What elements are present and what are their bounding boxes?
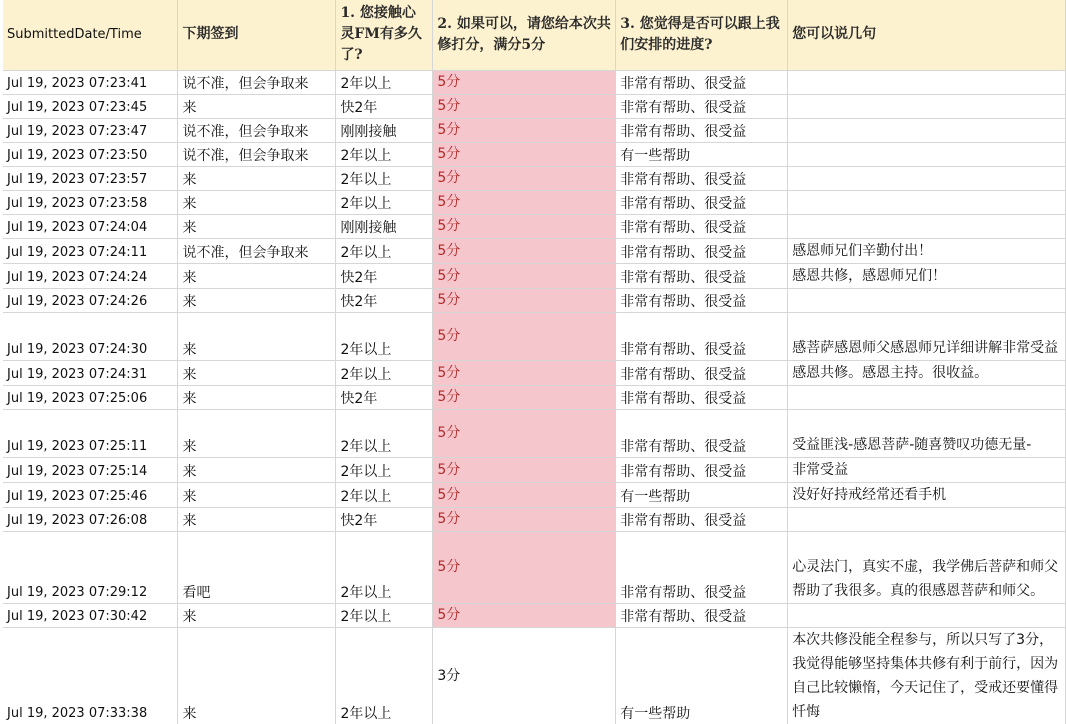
cell-duration[interactable]: 2年以上 (336, 457, 433, 482)
cell-progress[interactable]: 非常有帮助、很受益 (616, 94, 788, 118)
cell-signin[interactable]: 来 (178, 288, 336, 312)
table-row (3, 385, 1066, 409)
cell-signin[interactable]: 来 (178, 360, 336, 385)
table-row (3, 190, 1066, 214)
cell-date[interactable]: Jul 19, 2023 07:24:04 (3, 214, 178, 238)
cell-score[interactable]: 5分 (433, 507, 616, 531)
cell-comment[interactable] (788, 507, 1066, 531)
cell-date[interactable]: Jul 19, 2023 07:23:58 (3, 190, 178, 214)
cell-comment[interactable]: 没好好持戒经常还看手机 (788, 482, 1066, 507)
table-row (3, 238, 1066, 263)
cell-score[interactable]: 5分 (433, 603, 616, 627)
cell-comment[interactable]: 非常受益 (788, 457, 1066, 482)
cell-progress[interactable]: 非常有帮助、很受益 (616, 385, 788, 409)
cell-signin[interactable]: 来 (178, 263, 336, 288)
header-row (3, 0, 1066, 70)
cell-signin[interactable]: 来 (178, 166, 336, 190)
cell-duration[interactable]: 快2年 (336, 263, 433, 288)
cell-duration[interactable]: 2年以上 (336, 360, 433, 385)
cell-duration[interactable]: 2年以上 (336, 531, 433, 603)
cell-progress[interactable]: 非常有帮助、很受益 (616, 507, 788, 531)
cell-score[interactable]: 5分 (433, 142, 616, 166)
cell-score[interactable]: 5分 (433, 214, 616, 238)
cell-progress[interactable]: 非常有帮助、很受益 (616, 288, 788, 312)
cell-score[interactable]: 5分 (433, 190, 616, 214)
cell-score[interactable]: 5分 (433, 360, 616, 385)
table-row (3, 263, 1066, 288)
cell-comment[interactable] (788, 70, 1066, 94)
cell-signin[interactable]: 来 (178, 409, 336, 457)
cell-comment[interactable] (788, 118, 1066, 142)
cell-date[interactable]: Jul 19, 2023 07:23:47 (3, 118, 178, 142)
cell-score[interactable]: 5分 (433, 531, 616, 603)
cell-comment[interactable] (788, 166, 1066, 190)
cell-comment[interactable] (788, 214, 1066, 238)
cell-date[interactable]: Jul 19, 2023 07:26:08 (3, 507, 178, 531)
cell-date[interactable]: Jul 19, 2023 07:23:50 (3, 142, 178, 166)
cell-duration[interactable]: 2年以上 (336, 142, 433, 166)
table-body (3, 70, 1066, 724)
cell-progress[interactable]: 非常有帮助、很受益 (616, 214, 788, 238)
cell-comment[interactable]: 本次共修没能全程参与，所以只写了3分，我觉得能够坚持集体共修有利于前行，因为自己比较懒惰，今天记住了，受戒还要懂得忏悔 (788, 627, 1066, 724)
cell-date[interactable]: Jul 19, 2023 07:25:06 (3, 385, 178, 409)
table-row (3, 360, 1066, 385)
column-header-duration[interactable]: 1. 您接触心灵FM有多久了? (336, 0, 433, 70)
table-row (3, 166, 1066, 190)
cell-date[interactable]: Jul 19, 2023 07:24:31 (3, 360, 178, 385)
cell-signin[interactable]: 来 (178, 627, 336, 724)
cell-progress[interactable]: 非常有帮助、很受益 (616, 409, 788, 457)
cell-progress[interactable]: 有一些帮助 (616, 627, 788, 724)
cell-progress[interactable]: 有一些帮助 (616, 142, 788, 166)
cell-comment[interactable]: 感恩共修，感恩师兄们！ (788, 263, 1066, 288)
cell-progress[interactable]: 非常有帮助、很受益 (616, 360, 788, 385)
table-row (3, 70, 1066, 94)
cell-signin[interactable]: 来 (178, 457, 336, 482)
cell-progress[interactable]: 非常有帮助、很受益 (616, 531, 788, 603)
cell-comment[interactable] (788, 288, 1066, 312)
survey-table (3, 0, 1066, 724)
cell-date[interactable]: Jul 19, 2023 07:24:11 (3, 238, 178, 263)
cell-duration[interactable]: 2年以上 (336, 627, 433, 724)
cell-date[interactable]: Jul 19, 2023 07:30:42 (3, 603, 178, 627)
cell-comment[interactable]: 心灵法门，真实不虚，我学佛后菩萨和师父帮助了我很多。真的很感恩菩萨和师父。 (788, 531, 1066, 603)
cell-comment[interactable] (788, 94, 1066, 118)
table-row (3, 482, 1066, 507)
cell-score[interactable]: 5分 (433, 312, 616, 360)
table-row (3, 409, 1066, 457)
cell-date[interactable]: Jul 19, 2023 07:33:38 (3, 627, 178, 724)
cell-duration[interactable]: 2年以上 (336, 166, 433, 190)
cell-comment[interactable]: 受益匪浅-感恩菩萨-随喜赞叹功德无量- (788, 409, 1066, 457)
cell-comment[interactable] (788, 142, 1066, 166)
table-row (3, 118, 1066, 142)
cell-score[interactable]: 5分 (433, 263, 616, 288)
cell-progress[interactable]: 非常有帮助、很受益 (616, 166, 788, 190)
table-row (3, 142, 1066, 166)
cell-score[interactable]: 5分 (433, 288, 616, 312)
cell-comment[interactable]: 感菩萨感恩师父感恩师兄详细讲解非常受益 (788, 312, 1066, 360)
cell-score[interactable]: 5分 (433, 70, 616, 94)
table-row (3, 531, 1066, 603)
cell-signin[interactable]: 说不准，但会争取来 (178, 142, 336, 166)
table-row (3, 457, 1066, 482)
cell-duration[interactable]: 2年以上 (336, 70, 433, 94)
column-header-submitted[interactable]: SubmittedDate/Time (3, 0, 178, 70)
cell-score[interactable]: 3分 (433, 627, 616, 724)
column-header-score[interactable]: 2. 如果可以，请您给本次共修打分，满分5分 (433, 0, 616, 70)
cell-date[interactable]: Jul 19, 2023 07:25:11 (3, 409, 178, 457)
cell-progress[interactable]: 非常有帮助、很受益 (616, 118, 788, 142)
cell-duration[interactable]: 刚刚接触 (336, 118, 433, 142)
cell-duration[interactable]: 快2年 (336, 385, 433, 409)
cell-date[interactable]: Jul 19, 2023 07:23:57 (3, 166, 178, 190)
cell-duration[interactable]: 2年以上 (336, 482, 433, 507)
cell-progress[interactable]: 非常有帮助、很受益 (616, 238, 788, 263)
cell-date[interactable]: Jul 19, 2023 07:23:41 (3, 70, 178, 94)
table-row (3, 627, 1066, 724)
cell-score[interactable]: 5分 (433, 457, 616, 482)
cell-signin[interactable]: 来 (178, 214, 336, 238)
cell-comment[interactable] (788, 190, 1066, 214)
cell-duration[interactable]: 快2年 (336, 288, 433, 312)
cell-score[interactable]: 5分 (433, 482, 616, 507)
table-row (3, 507, 1066, 531)
cell-signin[interactable]: 来 (178, 94, 336, 118)
cell-signin[interactable]: 说不准，但会争取来 (178, 118, 336, 142)
cell-score[interactable]: 5分 (433, 409, 616, 457)
cell-progress[interactable]: 非常有帮助、很受益 (616, 312, 788, 360)
cell-score[interactable]: 5分 (433, 94, 616, 118)
table-row (3, 214, 1066, 238)
cell-progress[interactable]: 有一些帮助 (616, 482, 788, 507)
cell-duration[interactable]: 快2年 (336, 507, 433, 531)
cell-signin[interactable]: 来 (178, 603, 336, 627)
cell-date[interactable]: Jul 19, 2023 07:24:26 (3, 288, 178, 312)
cell-progress[interactable]: 非常有帮助、很受益 (616, 457, 788, 482)
cell-comment[interactable] (788, 385, 1066, 409)
cell-duration[interactable]: 2年以上 (336, 409, 433, 457)
cell-duration[interactable]: 2年以上 (336, 238, 433, 263)
cell-progress[interactable]: 非常有帮助、很受益 (616, 263, 788, 288)
cell-date[interactable]: Jul 19, 2023 07:25:46 (3, 482, 178, 507)
cell-signin[interactable]: 来 (178, 190, 336, 214)
cell-signin[interactable]: 看吧 (178, 531, 336, 603)
cell-comment[interactable]: 感恩共修。感恩主持。很收益。 (788, 360, 1066, 385)
cell-progress[interactable]: 非常有帮助、很受益 (616, 603, 788, 627)
cell-comment[interactable]: 感恩师兄们辛勤付出！ (788, 238, 1066, 263)
cell-signin[interactable]: 来 (178, 507, 336, 531)
cell-signin[interactable]: 说不准，但会争取来 (178, 70, 336, 94)
cell-date[interactable]: Jul 19, 2023 07:24:24 (3, 263, 178, 288)
cell-duration[interactable]: 2年以上 (336, 603, 433, 627)
cell-signin[interactable]: 来 (178, 482, 336, 507)
cell-progress[interactable]: 非常有帮助、很受益 (616, 190, 788, 214)
cell-progress[interactable]: 非常有帮助、很受益 (616, 70, 788, 94)
cell-signin[interactable]: 说不准，但会争取来 (178, 238, 336, 263)
cell-score[interactable]: 5分 (433, 385, 616, 409)
table-row (3, 94, 1066, 118)
cell-duration[interactable]: 2年以上 (336, 312, 433, 360)
table-row (3, 312, 1066, 360)
cell-date[interactable]: Jul 19, 2023 07:24:30 (3, 312, 178, 360)
table-row (3, 288, 1066, 312)
cell-date[interactable]: Jul 19, 2023 07:29:12 (3, 531, 178, 603)
cell-signin[interactable]: 来 (178, 312, 336, 360)
column-header-progress[interactable]: 3. 您觉得是否可以跟上我们安排的进度? (616, 0, 788, 70)
cell-duration[interactable]: 刚刚接触 (336, 214, 433, 238)
cell-duration[interactable]: 2年以上 (336, 190, 433, 214)
cell-date[interactable]: Jul 19, 2023 07:25:14 (3, 457, 178, 482)
cell-date[interactable]: Jul 19, 2023 07:23:45 (3, 94, 178, 118)
column-header-comment[interactable]: 您可以说几句 (788, 0, 1066, 70)
cell-signin[interactable]: 来 (178, 385, 336, 409)
table-row (3, 603, 1066, 627)
cell-duration[interactable]: 快2年 (336, 94, 433, 118)
cell-score[interactable]: 5分 (433, 118, 616, 142)
cell-comment[interactable] (788, 603, 1066, 627)
cell-score[interactable]: 5分 (433, 238, 616, 263)
column-header-signin[interactable]: 下期签到 (178, 0, 336, 70)
cell-score[interactable]: 5分 (433, 166, 616, 190)
